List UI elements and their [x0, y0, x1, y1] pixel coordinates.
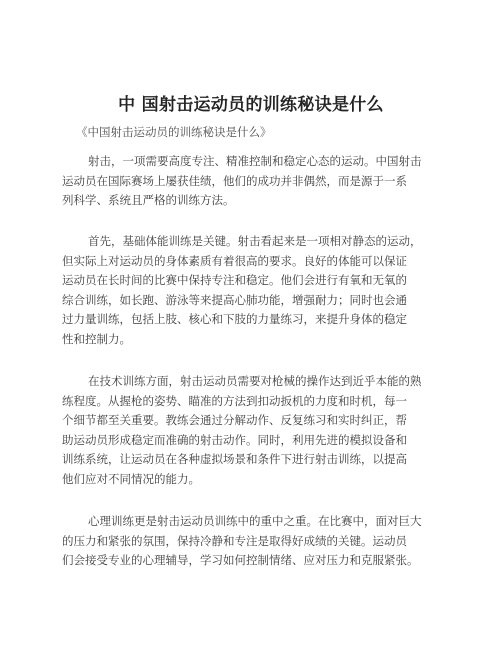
paragraph-3	[62, 372, 442, 489]
paragraph-line: 心理训练更是射击运动员训练中的重中之重。在比赛中，面对巨大	[88, 514, 422, 528]
paragraph-line: 过力量训练，包括上肢、核心和下肢的力量练习，来提升身体的稳定	[62, 312, 407, 326]
paragraph-2	[62, 232, 442, 349]
paragraph-line: 运动员在国际赛场上屡获佳绩，他们的成功并非偶然，而是源于一系	[62, 173, 407, 188]
paragraph-line: 的压力和紧张的氛围，保持冷静和专注是取得好成绩的关键。运动员	[62, 533, 407, 548]
paragraph-1	[62, 152, 442, 211]
paragraph-4	[62, 512, 442, 571]
paragraph-line: 列科学、系统且严格的训练方法。	[62, 193, 235, 207]
paragraph-line: 首先，基础体能训练是关键。射击看起来是一项相对静态的运动，	[88, 234, 422, 248]
paragraph-line: 在技术训练方面，射击运动员需要对枪械的操作达到近乎本能的熟	[88, 374, 422, 388]
paragraph-line: 综合训练，如长跑、游泳等来提高心肺功能，增强耐力；同时也会通	[62, 292, 407, 307]
document-subtitle: 《中国射击运动员的训练秘诀是什么》	[76, 125, 272, 139]
paragraph-line: 他们应对不同情况的能力。	[62, 471, 200, 486]
paragraph-line: 射击，一项需要高度专注、精准控制和稳定心态的运动。中国射击	[88, 154, 422, 168]
paragraph-line: 个细节都至关重要。教练会通过分解动作、反复练习和实时纠正，帮	[62, 413, 407, 427]
paragraph-line: 运动员在长时间的比赛中保持专注和稳定。他们会进行有氧和无氧的	[62, 273, 407, 287]
paragraph-line: 助运动员形成稳定而准确的射击动作。同时，利用先进的模拟设备和	[62, 432, 407, 447]
paragraph-line: 性和控制力。	[62, 331, 131, 346]
page-title: 中 国射击运动员的训练秘诀是什么	[118, 95, 384, 115]
paragraph-line: 们会接受专业的心理辅导，学习如何控制情绪、应对压力和克服紧张。	[62, 553, 419, 567]
paragraph-line: 但实际上对运动员的身体素质有着很高的要求。良好的体能可以保证	[62, 253, 407, 268]
paragraph-line: 训练系统，让运动员在各种虚拟场景和条件下进行射击训练，以提高	[62, 452, 407, 466]
paragraph-line: 练程度。从握枪的姿势、瞄准的方法到扣动扳机的力度和时机，每一	[62, 393, 407, 408]
